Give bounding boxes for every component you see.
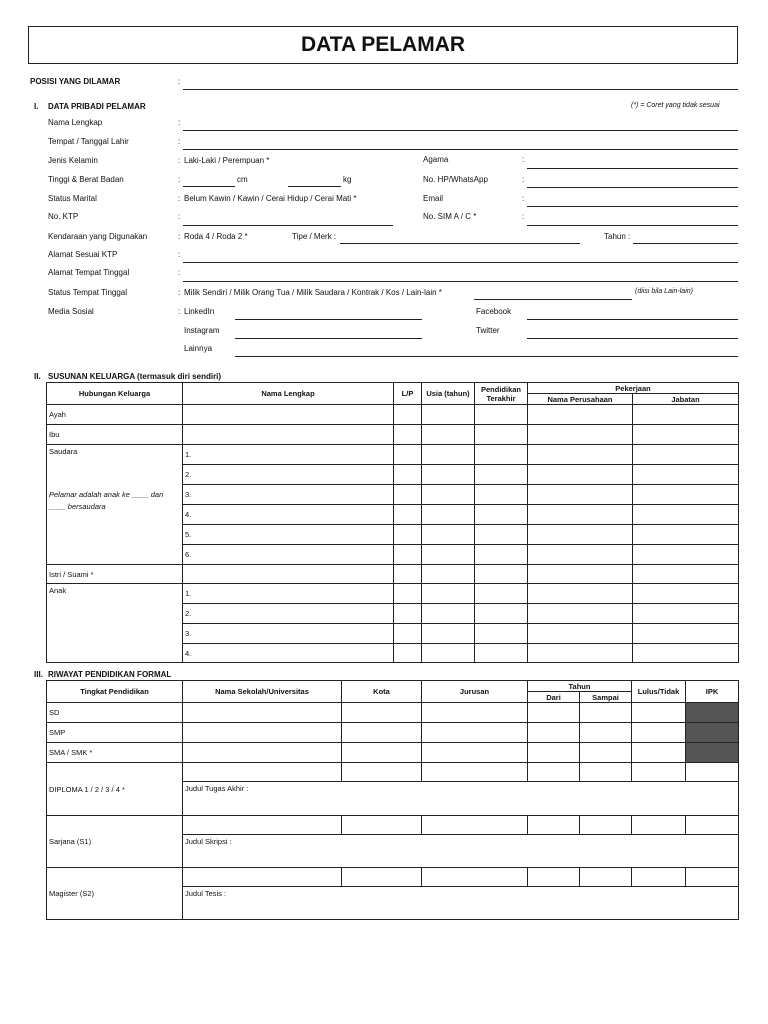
cell[interactable] xyxy=(422,644,475,663)
cell[interactable] xyxy=(580,868,632,887)
cell[interactable] xyxy=(686,816,739,835)
education-table xyxy=(46,680,739,920)
cell[interactable] xyxy=(422,545,475,565)
header-hubungan: Hubungan Keluarga xyxy=(47,383,183,405)
cell[interactable] xyxy=(632,868,686,887)
cell[interactable] xyxy=(528,703,580,723)
cell[interactable] xyxy=(528,584,633,604)
status-tinggal-label: Status Tempat Tinggal xyxy=(48,288,128,297)
num[interactable]: 6. xyxy=(183,545,394,565)
cell[interactable] xyxy=(633,485,739,505)
ipk-disabled-cell xyxy=(686,703,739,723)
colon: : xyxy=(522,194,525,203)
tinggi-input[interactable] xyxy=(183,186,235,187)
cell[interactable] xyxy=(475,525,528,545)
cell[interactable] xyxy=(632,723,686,743)
family-table xyxy=(46,382,739,663)
table-row xyxy=(47,405,739,425)
cell[interactable] xyxy=(580,763,632,782)
header-ipk: IPK xyxy=(686,681,739,703)
cell[interactable] xyxy=(475,425,528,445)
section2-number: II. xyxy=(34,372,41,381)
tahun-input[interactable] xyxy=(633,243,738,244)
num[interactable]: 3. xyxy=(183,485,394,505)
twitter-label: Twitter xyxy=(476,326,500,335)
header-tahun: Tahun xyxy=(528,681,632,692)
cell[interactable] xyxy=(394,565,422,584)
cell[interactable] xyxy=(528,425,633,445)
nama-label: Nama Lengkap xyxy=(48,118,103,127)
header-dari: Dari xyxy=(528,692,580,703)
cell[interactable] xyxy=(475,545,528,565)
colon: : xyxy=(178,118,181,127)
cell[interactable] xyxy=(528,723,580,743)
cell[interactable] xyxy=(422,743,528,763)
cell[interactable] xyxy=(183,868,342,887)
lain-lain-input[interactable] xyxy=(474,299,632,300)
cm-unit: cm xyxy=(237,175,248,184)
email-label: Email xyxy=(423,194,444,203)
cell[interactable] xyxy=(342,743,422,763)
hp-label: No. HP/WhatsApp xyxy=(423,175,488,184)
agama-input[interactable] xyxy=(527,168,738,169)
colon: : xyxy=(178,268,181,277)
coret-note: (*) = Coret yang tidak sesuai xyxy=(631,102,720,109)
cell[interactable] xyxy=(394,465,422,485)
cell[interactable] xyxy=(475,465,528,485)
cell[interactable] xyxy=(475,485,528,505)
colon: : xyxy=(178,77,181,86)
jk-label: Jenis Kelamin xyxy=(48,156,98,165)
cell[interactable] xyxy=(580,743,632,763)
section3-title: RIWAYAT PENDIDIKAN FORMAL xyxy=(48,670,172,679)
cell[interactable] xyxy=(422,525,475,545)
row-label-sma: SMA / SMK * xyxy=(47,743,183,763)
table-row xyxy=(47,723,739,743)
cell[interactable] xyxy=(528,485,633,505)
table-row xyxy=(47,868,739,887)
row-label-ibu: Ibu xyxy=(47,425,183,445)
cell[interactable] xyxy=(632,816,686,835)
cell[interactable] xyxy=(528,816,580,835)
cell[interactable] xyxy=(633,525,739,545)
cell[interactable] xyxy=(475,445,528,465)
cell[interactable] xyxy=(342,723,422,743)
section1-number: I. xyxy=(34,102,39,111)
cell[interactable] xyxy=(528,565,633,584)
cell[interactable] xyxy=(422,624,475,644)
judul-tesis-field[interactable]: Judul Tesis : xyxy=(183,887,739,920)
cell[interactable] xyxy=(528,604,633,624)
cell[interactable] xyxy=(422,485,475,505)
cell[interactable] xyxy=(686,763,739,782)
table-row xyxy=(47,703,739,723)
cell[interactable] xyxy=(528,763,580,782)
linkedin-input[interactable] xyxy=(235,319,422,320)
cell[interactable] xyxy=(183,703,342,723)
sim-label: No. SIM A / C * xyxy=(423,212,477,221)
header-pekerjaan: Pekerjaan xyxy=(528,383,739,394)
section1-title: DATA PRIBADI PELAMAR xyxy=(48,102,146,111)
email-input[interactable] xyxy=(527,206,738,207)
cell[interactable] xyxy=(632,703,686,723)
cell[interactable] xyxy=(633,565,739,584)
marital-value[interactable]: Belum Kawin / Kawin / Cerai Hidup / Cerai Mati * xyxy=(184,194,357,203)
cell[interactable] xyxy=(183,425,394,445)
cell[interactable] xyxy=(183,405,394,425)
kendaraan-label: Kendaraan yang Digunakan xyxy=(48,232,148,241)
cell[interactable] xyxy=(422,703,528,723)
tipe-label: Tipe / Merk : xyxy=(292,232,337,241)
ktp-input[interactable] xyxy=(183,225,393,226)
cell[interactable] xyxy=(475,584,528,604)
cell[interactable] xyxy=(394,505,422,525)
ttl-input[interactable] xyxy=(183,149,738,150)
cell[interactable] xyxy=(422,584,475,604)
colon: : xyxy=(178,137,181,146)
section3-number: III. xyxy=(34,670,43,679)
colon: : xyxy=(522,155,525,164)
cell[interactable] xyxy=(422,405,475,425)
cell[interactable] xyxy=(394,545,422,565)
hp-input[interactable] xyxy=(527,187,738,188)
cell[interactable] xyxy=(686,868,739,887)
colon: : xyxy=(178,232,181,241)
cell[interactable] xyxy=(183,763,342,782)
header-pendidikan: Pendidikan Terakhir xyxy=(475,383,528,405)
row-label-sd: SD xyxy=(47,703,183,723)
section2-title: SUSUNAN KELUARGA (termasuk diri sendiri) xyxy=(48,372,222,381)
row-label-diploma: DIPLOMA 1 / 2 / 3 / 4 * xyxy=(47,763,183,816)
cell[interactable] xyxy=(183,565,394,584)
header-kota: Kota xyxy=(342,681,422,703)
cell[interactable] xyxy=(633,644,739,663)
ttl-label: Tempat / Tanggal Lahir xyxy=(48,137,129,146)
header-sampai: Sampai xyxy=(580,692,632,703)
form-title: DATA PELAMAR xyxy=(28,26,738,64)
linkedin-label: LinkedIn xyxy=(184,307,215,316)
cell[interactable] xyxy=(422,565,475,584)
cell[interactable] xyxy=(633,405,739,425)
cell[interactable] xyxy=(633,505,739,525)
cell[interactable] xyxy=(422,868,528,887)
sim-input[interactable] xyxy=(527,225,738,226)
cell[interactable] xyxy=(633,604,739,624)
cell[interactable] xyxy=(342,816,422,835)
kg-unit: kg xyxy=(343,175,352,184)
num[interactable]: 4. xyxy=(183,505,394,525)
cell[interactable] xyxy=(580,703,632,723)
cell[interactable] xyxy=(475,624,528,644)
num[interactable]: 1. xyxy=(183,445,394,465)
header-lp: L/P xyxy=(394,383,422,405)
cell[interactable] xyxy=(394,584,422,604)
cell[interactable] xyxy=(528,525,633,545)
table-row xyxy=(47,743,739,763)
cell[interactable] xyxy=(422,505,475,525)
colon: : xyxy=(178,250,181,259)
header-sekolah: Nama Sekolah/Universitas xyxy=(183,681,342,703)
table-row xyxy=(47,445,739,465)
cell[interactable] xyxy=(342,703,422,723)
instagram-input[interactable] xyxy=(235,338,422,339)
cell[interactable] xyxy=(633,545,739,565)
cell[interactable] xyxy=(475,405,528,425)
header-jabatan: Jabatan xyxy=(633,394,739,405)
cell[interactable] xyxy=(633,624,739,644)
header-perusahaan: Nama Perusahaan xyxy=(528,394,633,405)
num[interactable]: 5. xyxy=(183,525,394,545)
cell[interactable] xyxy=(475,604,528,624)
cell[interactable] xyxy=(580,816,632,835)
cell[interactable] xyxy=(633,465,739,485)
posisi-input[interactable] xyxy=(183,89,738,90)
cell[interactable] xyxy=(394,445,422,465)
tahun-label: Tahun : xyxy=(604,232,631,241)
cell[interactable] xyxy=(475,565,528,584)
colon: : xyxy=(178,288,181,297)
cell[interactable] xyxy=(394,644,422,663)
colon: : xyxy=(522,212,525,221)
row-label-istri: Istri / Suami * xyxy=(47,565,183,584)
table-row xyxy=(47,425,739,445)
cell[interactable] xyxy=(422,425,475,445)
cell[interactable] xyxy=(394,425,422,445)
cell[interactable] xyxy=(183,743,342,763)
kendaraan-value[interactable]: Roda 4 / Roda 2 * xyxy=(184,232,248,241)
cell[interactable] xyxy=(183,816,342,835)
row-label-magister: Magister (S2) xyxy=(47,868,183,920)
num[interactable]: 3. xyxy=(183,624,394,644)
num[interactable]: 1. xyxy=(183,584,394,604)
cell[interactable] xyxy=(394,485,422,505)
cell[interactable] xyxy=(632,743,686,763)
row-label-anak: Anak xyxy=(47,584,183,663)
facebook-label: Facebook xyxy=(476,307,512,316)
instagram-label: Instagram xyxy=(184,326,220,335)
tipe-input[interactable] xyxy=(340,243,580,244)
cell[interactable] xyxy=(422,723,528,743)
header-usia: Usia (tahun) xyxy=(422,383,475,405)
status-tinggal-value[interactable]: Milik Sendiri / Milik Orang Tua / Milik Saudara / Kontrak / Kos / Lain-lain * xyxy=(184,288,442,297)
marital-label: Status Marital xyxy=(48,194,97,203)
saudara-label: Saudara xyxy=(49,447,78,456)
lainnya-input[interactable] xyxy=(235,356,738,357)
row-label-smp: SMP xyxy=(47,723,183,743)
num[interactable]: 2. xyxy=(183,465,394,485)
colon: : xyxy=(522,175,525,184)
alamat-tinggal-input[interactable] xyxy=(183,281,738,282)
agama-label: Agama xyxy=(423,155,449,164)
tb-label: Tinggi & Berat Badan xyxy=(48,175,124,184)
num[interactable]: 4. xyxy=(183,644,394,663)
alamat-tinggal-label: Alamat Tempat Tinggal xyxy=(48,268,130,277)
cell[interactable] xyxy=(528,405,633,425)
colon: : xyxy=(178,194,181,203)
cell[interactable] xyxy=(183,723,342,743)
cell[interactable] xyxy=(394,624,422,644)
row-label-sarjana: Sarjana (S1) xyxy=(47,816,183,868)
cell[interactable] xyxy=(342,763,422,782)
num[interactable]: 2. xyxy=(183,604,394,624)
cell[interactable] xyxy=(633,584,739,604)
cell[interactable] xyxy=(528,743,580,763)
jk-value[interactable]: Laki-Laki / Perempuan * xyxy=(184,156,270,165)
cell[interactable] xyxy=(475,644,528,663)
cell[interactable] xyxy=(632,763,686,782)
cell[interactable] xyxy=(633,445,739,465)
twitter-input[interactable] xyxy=(527,338,738,339)
cell[interactable] xyxy=(528,644,633,663)
ipk-disabled-cell xyxy=(686,723,739,743)
facebook-input[interactable] xyxy=(527,319,738,320)
judul-ta-field[interactable]: Judul Tugas Akhir : xyxy=(183,782,739,816)
cell[interactable] xyxy=(580,723,632,743)
berat-input[interactable] xyxy=(288,186,341,187)
table-row xyxy=(47,584,739,604)
diisi-note: (diisi bila Lain-lain) xyxy=(635,288,693,295)
ipk-disabled-cell xyxy=(686,743,739,763)
cell[interactable] xyxy=(475,505,528,525)
table-row xyxy=(47,565,739,584)
cell[interactable] xyxy=(528,624,633,644)
cell[interactable] xyxy=(394,405,422,425)
posisi-label: POSISI YANG DILAMAR xyxy=(30,77,121,86)
colon: : xyxy=(178,212,181,221)
header-nama: Nama Lengkap xyxy=(183,383,394,405)
table-row xyxy=(47,763,739,782)
cell[interactable] xyxy=(342,868,422,887)
table-row xyxy=(47,816,739,835)
header-tingkat: Tingkat Pendidikan xyxy=(47,681,183,703)
ktp-label: No. KTP xyxy=(48,212,79,221)
cell[interactable] xyxy=(394,604,422,624)
row-label-saudara xyxy=(47,445,183,565)
judul-skripsi-field[interactable]: Judul Skripsi : xyxy=(183,835,739,868)
cell[interactable] xyxy=(633,425,739,445)
lainnya-label: Lainnya xyxy=(184,344,213,353)
colon: : xyxy=(178,156,181,165)
colon: : xyxy=(178,307,181,316)
cell[interactable] xyxy=(422,445,475,465)
pelamar-note: Pelamar adalah anak ke ____ dari ____ bersaudara xyxy=(49,490,164,511)
cell[interactable] xyxy=(528,868,580,887)
cell[interactable] xyxy=(422,604,475,624)
header-jurusan: Jurusan xyxy=(422,681,528,703)
alamat-ktp-label: Alamat Sesuai KTP xyxy=(48,250,118,259)
cell[interactable] xyxy=(422,465,475,485)
cell[interactable] xyxy=(528,545,633,565)
cell[interactable] xyxy=(528,445,633,465)
nama-input[interactable] xyxy=(183,130,738,131)
medsos-label: Media Sosial xyxy=(48,307,94,316)
cell[interactable] xyxy=(528,465,633,485)
colon: : xyxy=(178,175,181,184)
row-label-ayah: Ayah xyxy=(47,405,183,425)
alamat-ktp-input[interactable] xyxy=(183,262,738,263)
cell[interactable] xyxy=(422,816,528,835)
cell[interactable] xyxy=(528,505,633,525)
cell[interactable] xyxy=(394,525,422,545)
header-lulus: Lulus/Tidak xyxy=(632,681,686,703)
cell[interactable] xyxy=(422,763,528,782)
